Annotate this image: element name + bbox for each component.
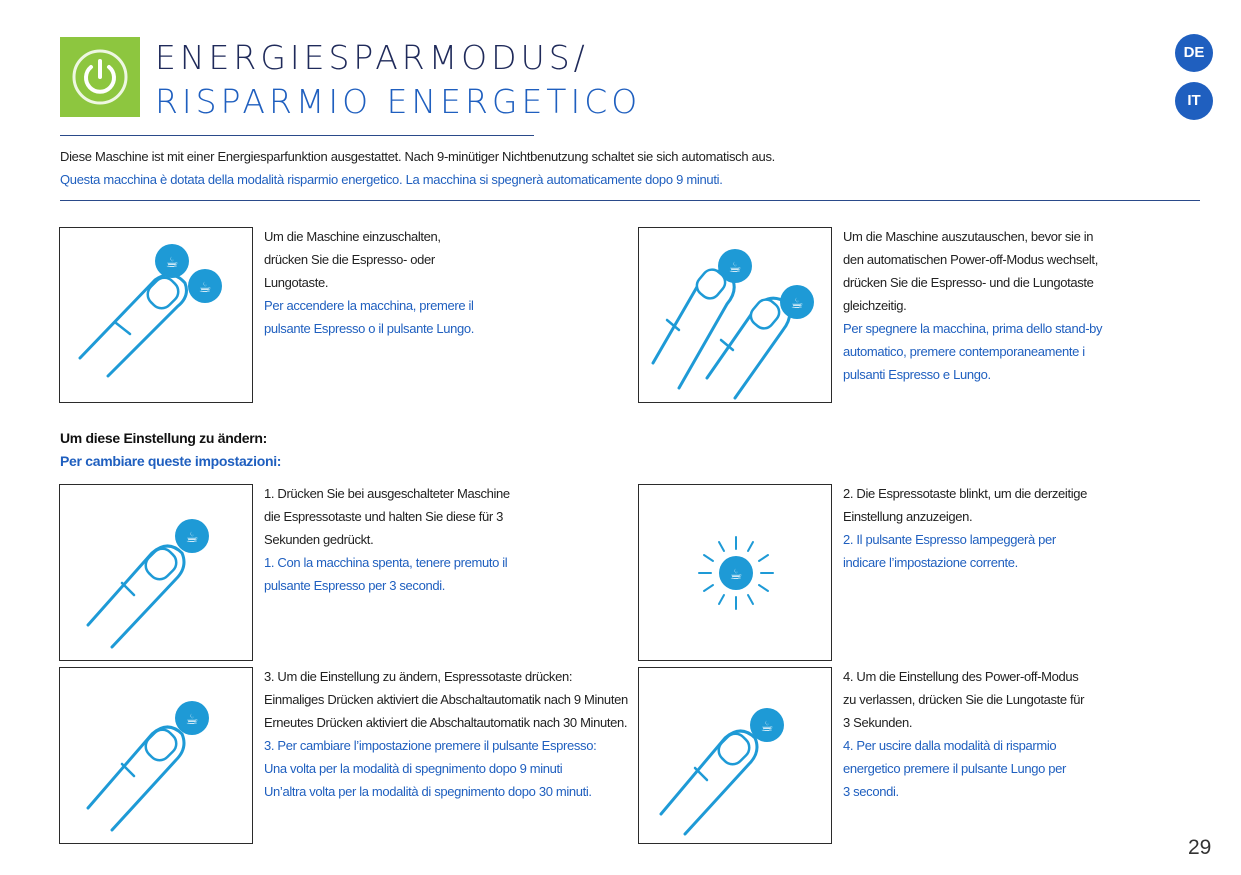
switch-on-it-line: pulsante Espresso o il pulsante Lungo. — [264, 321, 475, 336]
text-step-3 — [264, 665, 634, 803]
switch-off-de-line: den automatischen Power-off-Modus wechselt, — [843, 252, 1098, 267]
step-3-it-line: Una volta per la modalità di spegnimento dopo 9 minuti — [264, 761, 563, 776]
illustration-switch-on — [59, 227, 253, 403]
title-divider — [60, 135, 534, 136]
switch-off-it-line: pulsanti Espresso e Lungo. — [843, 367, 991, 382]
switch-off-de-line: gleichzeitig. — [843, 298, 907, 313]
intro-text-it: Questa macchina è dotata della modalità risparmio energetico. La macchina si spegnerà automaticamente dopo 9 minuti. — [60, 172, 723, 187]
step-1-it-line: pulsante Espresso per 3 secondi. — [264, 578, 446, 593]
step-3-it-line: 3. Per cambiare l’impostazione premere il pulsante Espresso: — [264, 738, 597, 753]
language-badge-it[interactable]: IT — [1175, 82, 1213, 120]
step-1-de-line: 1. Drücken Sie bei ausgeschalteter Maschine — [264, 486, 510, 501]
switch-on-de-line: drücken Sie die Espresso- oder — [264, 252, 435, 267]
text-step-1 — [264, 482, 624, 597]
settings-heading-de: Um diese Einstellung zu ändern: — [60, 430, 267, 446]
illustration-step-1 — [59, 484, 253, 661]
switch-off-it-line: Per spegnere la macchina, prima dello stand-by — [843, 321, 1103, 336]
illustration-step-4 — [638, 667, 832, 844]
step-2-de-line: Einstellung anzuzeigen. — [843, 509, 973, 524]
blinking-espresso-button — [639, 485, 831, 660]
settings-heading-it: Per cambiare queste impostazioni: — [60, 453, 282, 469]
step-4-it-line: energetico premere il pulsante Lungo per — [843, 761, 1067, 776]
espresso-cup-icon: ☕ — [728, 260, 742, 276]
switch-on-it-line: Per accendere la macchina, premere il — [264, 298, 474, 313]
step-3-de-line: 3. Um die Einstellung zu ändern, Espressotaste drücken: — [264, 669, 573, 684]
illustration-step-3 — [59, 667, 253, 844]
switch-off-de-line: drücken Sie die Espresso- und die Lungotaste — [843, 275, 1094, 290]
power-icon — [60, 37, 140, 117]
text-step-2 — [843, 482, 1223, 574]
espresso-cup-icon: ☕ — [165, 255, 179, 271]
step-4-de-line: 4. Um die Einstellung des Power-off-Modus — [843, 669, 1079, 684]
step-1-de-line: die Espressotaste und halten Sie diese für 3 — [264, 509, 503, 524]
page-title-it: RISPARMIO ENERGETICO — [155, 82, 642, 121]
step-4-de-line: zu verlassen, drücken Sie die Lungotaste für — [843, 692, 1085, 707]
lungo-cup-icon: ☕ — [198, 280, 212, 296]
step-2-de-line: 2. Die Espressotaste blinkt, um die derzeitige — [843, 486, 1088, 501]
espresso-cup-icon: ☕ — [729, 567, 743, 583]
text-step-4 — [843, 665, 1223, 803]
lungo-cup-icon: ☕ — [790, 296, 804, 312]
switch-on-de-line: Lungotaste. — [264, 275, 329, 290]
intro-text-de: Diese Maschine ist mit einer Energiesparfunktion ausgestattet. Nach 9-minütiger Nichtbenutzung schaltet sie sich automatisch aus. — [60, 149, 775, 164]
illustration-step-2 — [638, 484, 832, 661]
step-1-de-line: Sekunden gedrückt. — [264, 532, 374, 547]
espresso-cup-icon: ☕ — [185, 530, 199, 546]
switch-off-de-line: Um die Maschine auszutauschen, bevor sie in — [843, 229, 1094, 244]
step-3-de-line: Erneutes Drücken aktiviert die Abschaltautomatik nach 30 Minuten. — [264, 715, 628, 730]
section-divider — [60, 200, 1200, 201]
switch-off-it-line: automatico, premere contemporaneamente i — [843, 344, 1085, 359]
step-4-de-line: 3 Sekunden. — [843, 715, 913, 730]
power-logo-tile — [60, 37, 140, 117]
step-3-de-line: Einmaliges Drücken aktiviert die Abschaltautomatik nach 9 Minuten — [264, 692, 628, 707]
language-badge-de[interactable]: DE — [1175, 34, 1213, 72]
page-number: 29 — [1188, 836, 1212, 859]
illustration-switch-off — [638, 227, 832, 403]
lungo-cup-icon: ☕ — [760, 719, 774, 735]
text-switch-on — [264, 225, 624, 340]
page-title-de: ENERGIESPARMODUS/ — [155, 38, 589, 77]
espresso-cup-icon: ☕ — [185, 712, 199, 728]
step-2-it-line: 2. Il pulsante Espresso lampeggerà per — [843, 532, 1056, 547]
text-switch-off — [843, 225, 1223, 386]
switch-on-de-line: Um die Maschine einzuschalten, — [264, 229, 441, 244]
step-4-it-line: 3 secondi. — [843, 784, 899, 799]
step-3-it-line: Un’altra volta per la modalità di spegnimento dopo 30 minuti. — [264, 784, 592, 799]
step-4-it-line: 4. Per uscire dalla modalità di risparmio — [843, 738, 1057, 753]
step-1-it-line: 1. Con la macchina spenta, tenere premuto il — [264, 555, 508, 570]
step-2-it-line: indicare l’impostazione corrente. — [843, 555, 1018, 570]
